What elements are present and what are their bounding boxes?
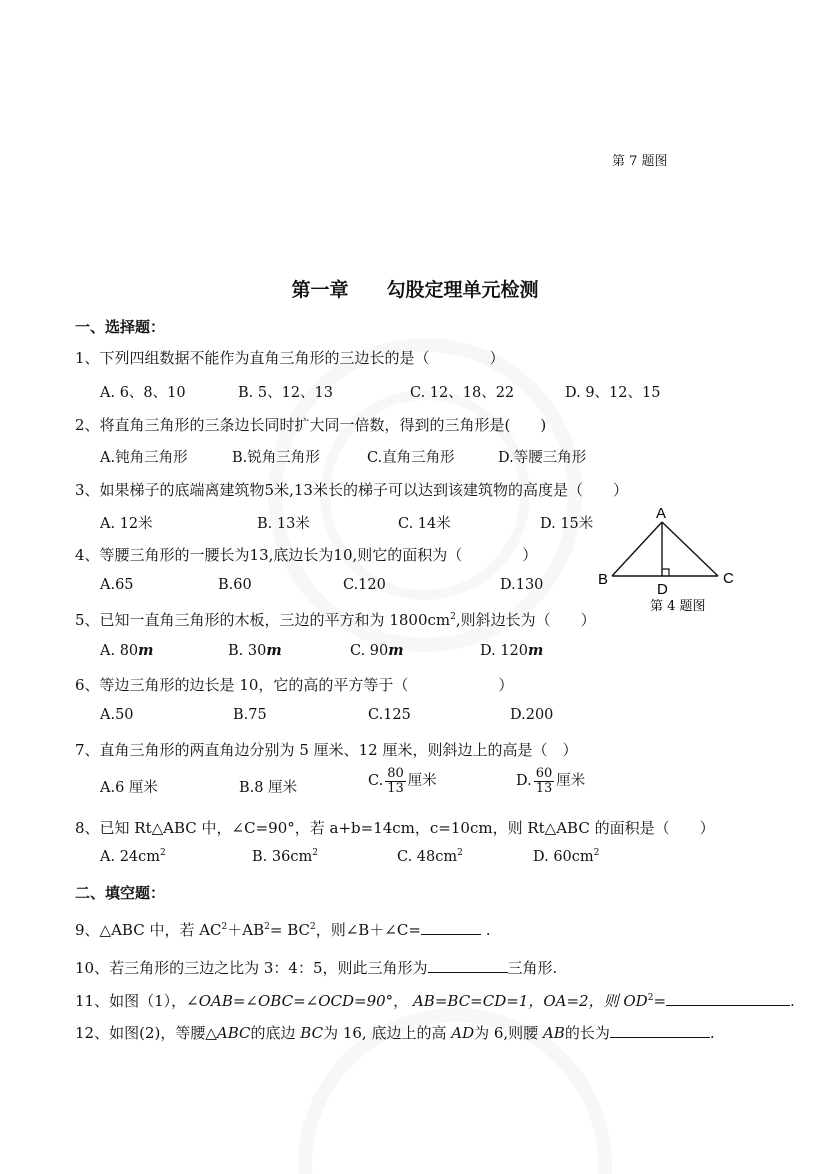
q7-option-a: A.6 厘米 <box>100 780 158 796</box>
q7-option-c: C. $\frac{80}{13}$ 厘米 <box>368 766 437 796</box>
title-chapter: 第一章 <box>291 279 349 301</box>
q8-option-c: C. $48cm^2$ <box>397 848 463 865</box>
q4-option-d: D.130 <box>500 577 544 593</box>
side-ac <box>662 522 718 576</box>
q7-option-b: B.8 厘米 <box>239 780 298 796</box>
triangle-figure-4 <box>596 502 746 620</box>
q6-option-c: C.125 <box>368 707 411 723</box>
section-multiple-choice: 一、选择题： <box>75 318 166 336</box>
question-8: 8、已知 Rt△ABC 中，∠C=90°，若 a+b=14cm，c=10cm，则 Rt△ABC 的面积是（ ） <box>75 819 715 837</box>
q2-option-c: C.直角三角形 <box>367 450 455 466</box>
question-12: 12、如图(2)，等腰△ABC的底边 BC为 16, 底边上的高 AD为 6,则腰 AB的长为 . <box>75 1024 715 1042</box>
q6-option-a: A.50 <box>100 707 134 723</box>
q12-answer-blank[interactable] <box>610 1023 710 1038</box>
q1-option-b: B. 5、12、13 <box>238 385 334 401</box>
q9-answer-blank[interactable] <box>421 920 481 935</box>
q11-answer-blank[interactable] <box>666 991 790 1006</box>
q8-option-d: D. $60cm^2$ <box>533 848 600 865</box>
q10-answer-blank[interactable] <box>428 958 508 973</box>
q8-option-a: A. $24cm^2$ <box>100 848 166 865</box>
title-name: 勾股定理单元检测 <box>386 279 539 301</box>
q4-option-b: B.60 <box>218 577 252 593</box>
question-3: 3、如果梯子的底端离建筑物5米,13米长的梯子可以达到该建筑物的高度是（ ） <box>75 481 628 499</box>
q1-option-a: A. 6、8、10 <box>100 385 186 401</box>
q3-option-a: A. 12米 <box>100 516 153 532</box>
side-ab <box>612 522 662 576</box>
q3-option-c: C. 14米 <box>398 516 451 532</box>
section-fill-blank: 二、填空题： <box>75 884 166 902</box>
vertex-a-label: A <box>656 505 667 522</box>
q4-option-c: C.120 <box>343 577 386 593</box>
q5-option-b: B. 30m <box>228 642 282 659</box>
question-9: 9、△ABC 中，若 $AC^2+AB^2= BC^2$，则∠B＋∠C= . <box>75 921 491 939</box>
q2-option-a: A.钝角三角形 <box>100 450 188 466</box>
question-5: 5、已知一直角三角形的木板，三边的平方和为 $1800cm^2$,则斜边长为（ ） <box>75 611 596 629</box>
page-title <box>0 275 830 302</box>
q7-d-fraction: $\frac{60}{13}$ <box>535 766 553 796</box>
q7-c-fraction: $\frac{80}{13}$ <box>387 766 404 796</box>
vertex-b-label: B <box>598 571 609 588</box>
vertex-d-label: D <box>657 581 668 598</box>
q6-option-b: B.75 <box>233 707 267 723</box>
vertex-c-label: C <box>723 570 734 587</box>
figure-7-caption: 第 7 题图 <box>612 154 668 169</box>
q3-option-b: B. 13米 <box>257 516 310 532</box>
q2-option-b: B.锐角三角形 <box>232 450 320 466</box>
question-4: 4、等腰三角形的一腰长为13,底边长为10,则它的面积为（ ） <box>75 546 538 564</box>
question-2: 2、将直角三角形的三条边长同时扩大同一倍数，得到的三角形是( ) <box>75 416 547 434</box>
q5-option-c: C. 90m <box>350 642 404 659</box>
question-6: 6、等边三角形的边长是 10，它的高的平方等于（ ） <box>75 676 514 694</box>
right-angle-mark <box>662 569 669 576</box>
q3-option-d: D. 15米 <box>540 516 594 532</box>
q8-option-b: B. $36cm^2$ <box>252 848 318 865</box>
q1-option-c: C. 12、18、22 <box>410 385 515 401</box>
q2-option-d: D.等腰三角形 <box>498 450 587 466</box>
q4-option-a: A.65 <box>100 577 134 593</box>
q1-option-d: D. 9、12、15 <box>565 385 661 401</box>
question-11: 11、如图（1），∠OAB=∠OBC=∠OCD=90°， AB=BC=CD=1，OA=2，则 $OD^2=$ . <box>75 992 795 1010</box>
q6-option-d: D.200 <box>510 707 554 723</box>
figure-4-caption: 第 4 题图 <box>650 599 706 614</box>
q7-option-d: D. $\frac{60}{13}$ 厘米 <box>516 766 586 796</box>
q5-option-a: A. 80m <box>100 642 154 659</box>
question-1: 1、下列四组数据不能作为直角三角形的三边长的是（ ） <box>75 349 505 367</box>
q5-option-d: D. 120m <box>480 642 544 659</box>
question-7: 7、直角三角形的两直角边分别为 5 厘米、12 厘米，则斜边上的高是（ ） <box>75 741 578 759</box>
question-10: 10、若三角形的三边之比为 3：4：5，则此三角形为 三角形. <box>75 959 558 977</box>
